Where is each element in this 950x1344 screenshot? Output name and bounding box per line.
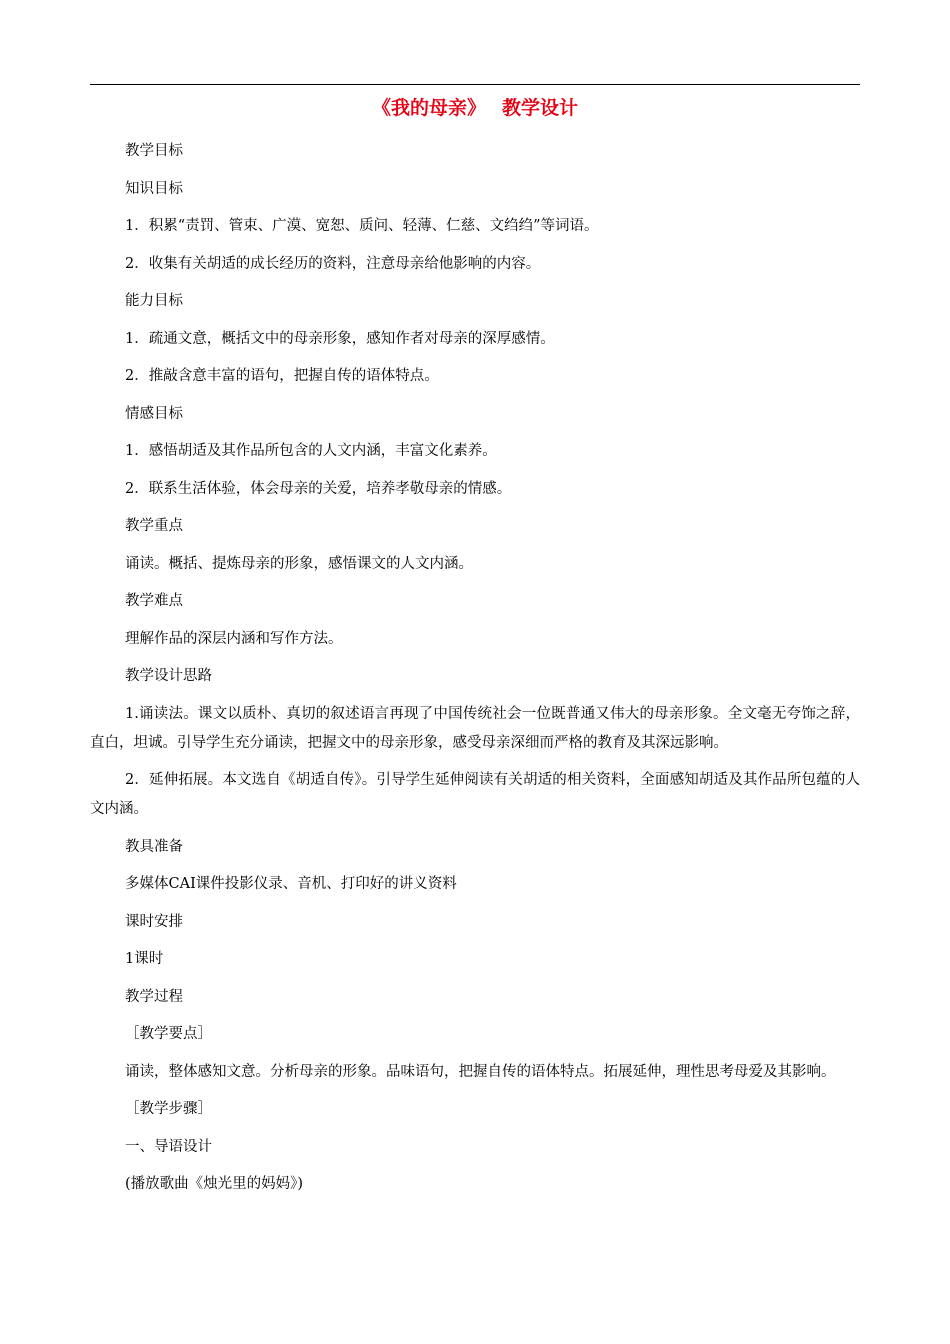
heading-teaching-focus: 教学重点: [125, 518, 183, 534]
paragraph: 1．积累“责罚、管束、广漠、宽恕、质问、轻薄、仁慈、文绉绉”等词语。: [125, 218, 599, 234]
heading-design-approach: 教学设计思路: [125, 668, 212, 684]
heading-ability-objectives: 能力目标: [125, 293, 183, 309]
paragraph: 多媒体CAI课件投影仪录、音机、打印好的讲义资料: [125, 876, 457, 892]
subheading-key-points: ［教学要点］: [125, 1026, 212, 1042]
paragraph: 2．联系生活体验，体会母亲的关爱，培养孝敬母亲的情感。: [125, 480, 512, 497]
paragraph: 理解作品的深层内涵和写作方法。: [125, 630, 343, 647]
heading-class-schedule: 课时安排: [125, 913, 183, 930]
document-title: 《我的母亲》 教学设计: [371, 97, 579, 119]
paragraph: 2．延伸拓展。本文选自《胡适自传》。引导学生延伸阅读有关胡适的相关资料，全面感知胡适及其作品所包蕴的人文内涵。: [90, 772, 860, 817]
heading-knowledge-objectives: 知识目标: [125, 180, 183, 197]
subheading-steps: ［教学步骤］: [125, 1101, 212, 1117]
heading-teaching-aids: 教具准备: [125, 838, 183, 855]
paragraph: 2．收集有关胡适的成长经历的资料，注意母亲给他影响的内容。: [125, 255, 541, 272]
heading-emotion-objectives: 情感目标: [125, 405, 183, 422]
document-body: [90, 137, 860, 1208]
section-intro-design: 一、导语设计: [125, 1138, 212, 1155]
heading-teaching-difficulty: 教学难点: [125, 593, 183, 609]
paragraph: 诵读。概括、提炼母亲的形象，感悟课文的人文内涵。: [125, 555, 473, 572]
paragraph: 1．感悟胡适及其作品所包含的人文内涵，丰富文化素养。: [125, 443, 497, 459]
heading-teaching-process: 教学过程: [125, 988, 183, 1005]
header-rule: [90, 84, 860, 85]
paragraph: 诵读，整体感知文意。分析母亲的形象。品味语句，把握自传的语体特点。拓展延伸，理性思考母爱及其影响。: [125, 1063, 836, 1080]
paragraph: 1.诵读法。课文以质朴、真切的叙述语言再现了中国传统社会一位既普通又伟大的母亲形象。全文毫无夸饰之辞，直白，坦诚。引导学生充分诵读，把握文中的母亲形象，感受母亲深细而严格的教育及其深远影响。: [90, 705, 860, 751]
paragraph: 1课时: [125, 951, 164, 967]
paragraph: (播放歌曲《烛光里的妈妈》): [125, 1176, 304, 1192]
paragraph: 2．推敲含意丰富的语句，把握自传的语体特点。: [125, 368, 439, 384]
heading-teaching-objectives: 教学目标: [125, 143, 183, 159]
paragraph: 1．疏通文意，概括文中的母亲形象，感知作者对母亲的深厚感情。: [125, 330, 555, 347]
